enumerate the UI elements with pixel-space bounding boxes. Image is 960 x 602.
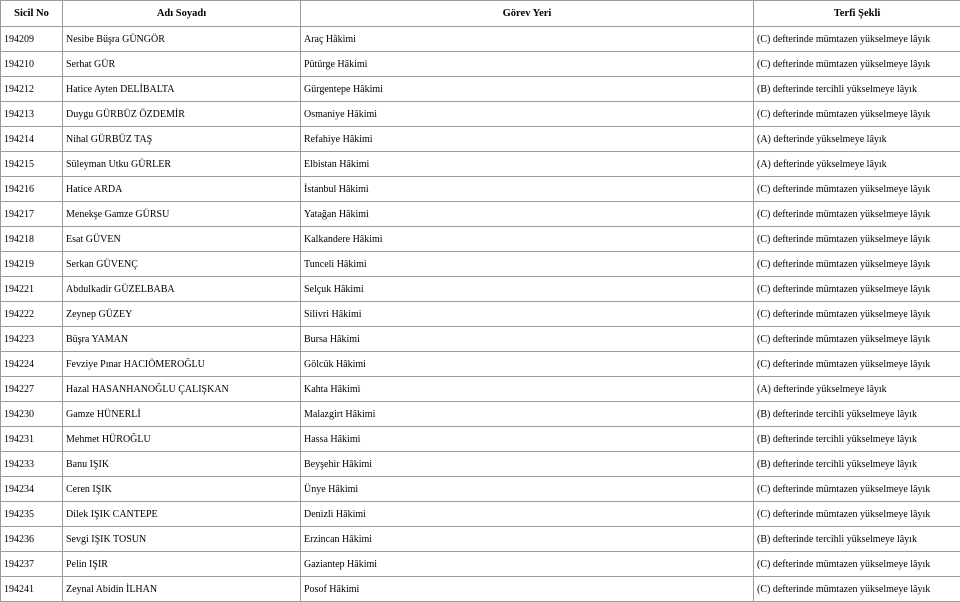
cell-duty-place: Gaziantep Hâkimi [301, 552, 754, 577]
cell-sicil-no: 194213 [1, 102, 63, 127]
cell-name: Sevgi IŞIK TOSUN [63, 527, 301, 552]
table-row [1, 552, 960, 577]
cell-sicil-no: 194237 [1, 552, 63, 577]
cell-sicil-no: 194230 [1, 402, 63, 427]
cell-name: Zeynep GÜZEY [63, 302, 301, 327]
cell-duty-place: Hassa Hâkimi [301, 427, 754, 452]
cell-sicil-no: 194218 [1, 227, 63, 252]
cell-promotion: (A) defterinde yükselmeye lâyık [754, 152, 960, 177]
table-row [1, 227, 960, 252]
cell-duty-place: Osmaniye Hâkimi [301, 102, 754, 127]
cell-duty-place: Malazgirt Hâkimi [301, 402, 754, 427]
cell-sicil-no: 194236 [1, 527, 63, 552]
header-promotion: Terfi Şekli [754, 1, 960, 27]
cell-promotion: (C) defterinde mümtazen yükselmeye lâyık [754, 27, 960, 52]
cell-name: Banu IŞIK [63, 452, 301, 477]
cell-promotion: (C) defterinde mümtazen yükselmeye lâyık [754, 177, 960, 202]
cell-duty-place: Bursa Hâkimi [301, 327, 754, 352]
cell-name: Duygu GÜRBÜZ ÖZDEMİR [63, 102, 301, 127]
cell-duty-place: Erzincan Hâkimi [301, 527, 754, 552]
cell-promotion: (C) defterinde mümtazen yükselmeye lâyık [754, 52, 960, 77]
cell-duty-place: Kahta Hâkimi [301, 377, 754, 402]
cell-name: Serhat GÜR [63, 52, 301, 77]
cell-sicil-no: 194222 [1, 302, 63, 327]
cell-name: Zeynal Abidin İLHAN [63, 577, 301, 602]
cell-name: Hatice Ayten DELİBALTA [63, 77, 301, 102]
cell-duty-place: İstanbul Hâkimi [301, 177, 754, 202]
cell-name: Fevziye Pınar HACIÖMEROĞLU [63, 352, 301, 377]
cell-name: Büşra YAMAN [63, 327, 301, 352]
cell-sicil-no: 194217 [1, 202, 63, 227]
cell-name: Pelin IŞIR [63, 552, 301, 577]
header-sicil-no: Sicil No [1, 1, 63, 27]
header-name: Adı Soyadı [63, 1, 301, 27]
cell-duty-place: Denizli Hâkimi [301, 502, 754, 527]
cell-promotion: (C) defterinde mümtazen yükselmeye lâyık [754, 227, 960, 252]
cell-sicil-no: 194214 [1, 127, 63, 152]
cell-promotion: (C) defterinde mümtazen yükselmeye lâyık [754, 302, 960, 327]
cell-duty-place: Ünye Hâkimi [301, 477, 754, 502]
table-row [1, 352, 960, 377]
cell-sicil-no: 194227 [1, 377, 63, 402]
cell-name: Dilek IŞIK CANTEPE [63, 502, 301, 527]
cell-sicil-no: 194223 [1, 327, 63, 352]
table-row [1, 127, 960, 152]
cell-duty-place: Selçuk Hâkimi [301, 277, 754, 302]
cell-sicil-no: 194215 [1, 152, 63, 177]
table-row [1, 52, 960, 77]
cell-promotion: (B) defterinde tercihli yükselmeye lâyık [754, 527, 960, 552]
table-row [1, 27, 960, 52]
cell-name: Hatice ARDA [63, 177, 301, 202]
cell-name: Abdulkadir GÜZELBABA [63, 277, 301, 302]
cell-promotion: (C) defterinde mümtazen yükselmeye lâyık [754, 502, 960, 527]
table-row [1, 577, 960, 602]
table-row [1, 452, 960, 477]
header-duty-place: Görev Yeri [301, 1, 754, 27]
cell-name: Ceren IŞIK [63, 477, 301, 502]
cell-sicil-no: 194210 [1, 52, 63, 77]
cell-promotion: (B) defterinde tercihli yükselmeye lâyık [754, 77, 960, 102]
cell-promotion: (C) defterinde mümtazen yükselmeye lâyık [754, 327, 960, 352]
cell-sicil-no: 194241 [1, 577, 63, 602]
cell-duty-place: Pütürge Hâkimi [301, 52, 754, 77]
cell-sicil-no: 194224 [1, 352, 63, 377]
cell-promotion: (C) defterinde mümtazen yükselmeye lâyık [754, 202, 960, 227]
cell-duty-place: Elbistan Hâkimi [301, 152, 754, 177]
table-row [1, 427, 960, 452]
cell-name: Süleyman Utku GÜRLER [63, 152, 301, 177]
header-row [1, 1, 960, 27]
cell-promotion: (B) defterinde tercihli yükselmeye lâyık [754, 452, 960, 477]
cell-promotion: (C) defterinde mümtazen yükselmeye lâyık [754, 352, 960, 377]
cell-duty-place: Silivri Hâkimi [301, 302, 754, 327]
table-row [1, 252, 960, 277]
cell-name: Nihal GÜRBÜZ TAŞ [63, 127, 301, 152]
table-row [1, 327, 960, 352]
cell-sicil-no: 194233 [1, 452, 63, 477]
cell-duty-place: Refahiye Hâkimi [301, 127, 754, 152]
cell-name: Gamze HÜNERLİ [63, 402, 301, 427]
table-row [1, 402, 960, 427]
cell-promotion: (C) defterinde mümtazen yükselmeye lâyık [754, 552, 960, 577]
cell-sicil-no: 194212 [1, 77, 63, 102]
cell-duty-place: Araç Hâkimi [301, 27, 754, 52]
cell-name: Hazal HASANHANOĞLU ÇALIŞKAN [63, 377, 301, 402]
table-row [1, 177, 960, 202]
table-row [1, 152, 960, 177]
cell-promotion: (C) defterinde mümtazen yükselmeye lâyık [754, 477, 960, 502]
cell-duty-place: Posof Hâkimi [301, 577, 754, 602]
cell-duty-place: Gürgentepe Hâkimi [301, 77, 754, 102]
cell-sicil-no: 194219 [1, 252, 63, 277]
cell-sicil-no: 194216 [1, 177, 63, 202]
table-row [1, 77, 960, 102]
cell-sicil-no: 194209 [1, 27, 63, 52]
cell-duty-place: Yatağan Hâkimi [301, 202, 754, 227]
cell-duty-place: Beyşehir Hâkimi [301, 452, 754, 477]
cell-duty-place: Gölcük Hâkimi [301, 352, 754, 377]
cell-name: Serkan GÜVENÇ [63, 252, 301, 277]
cell-sicil-no: 194231 [1, 427, 63, 452]
cell-sicil-no: 194235 [1, 502, 63, 527]
cell-name: Nesibe Büşra GÜNGÖR [63, 27, 301, 52]
cell-name: Esat GÜVEN [63, 227, 301, 252]
cell-sicil-no: 194234 [1, 477, 63, 502]
cell-promotion: (C) defterinde mümtazen yükselmeye lâyık [754, 102, 960, 127]
cell-promotion: (B) defterinde tercihli yükselmeye lâyık [754, 427, 960, 452]
table-row [1, 202, 960, 227]
table-row [1, 377, 960, 402]
cell-name: Menekşe Gamze GÜRSU [63, 202, 301, 227]
table-row [1, 527, 960, 552]
table-row [1, 277, 960, 302]
cell-name: Mehmet HÜROĞLU [63, 427, 301, 452]
cell-promotion: (C) defterinde mümtazen yükselmeye lâyık [754, 277, 960, 302]
cell-promotion: (C) defterinde mümtazen yükselmeye lâyık [754, 252, 960, 277]
cell-promotion: (A) defterinde yükselmeye lâyık [754, 377, 960, 402]
table-row [1, 477, 960, 502]
cell-promotion: (A) defterinde yükselmeye lâyık [754, 127, 960, 152]
cell-duty-place: Tunceli Hâkimi [301, 252, 754, 277]
table-row [1, 302, 960, 327]
cell-duty-place: Kalkandere Hâkimi [301, 227, 754, 252]
table-row [1, 502, 960, 527]
cell-promotion: (B) defterinde tercihli yükselmeye lâyık [754, 402, 960, 427]
table-row [1, 102, 960, 127]
cell-sicil-no: 194221 [1, 277, 63, 302]
cell-promotion: (C) defterinde mümtazen yükselmeye lâyık [754, 577, 960, 602]
